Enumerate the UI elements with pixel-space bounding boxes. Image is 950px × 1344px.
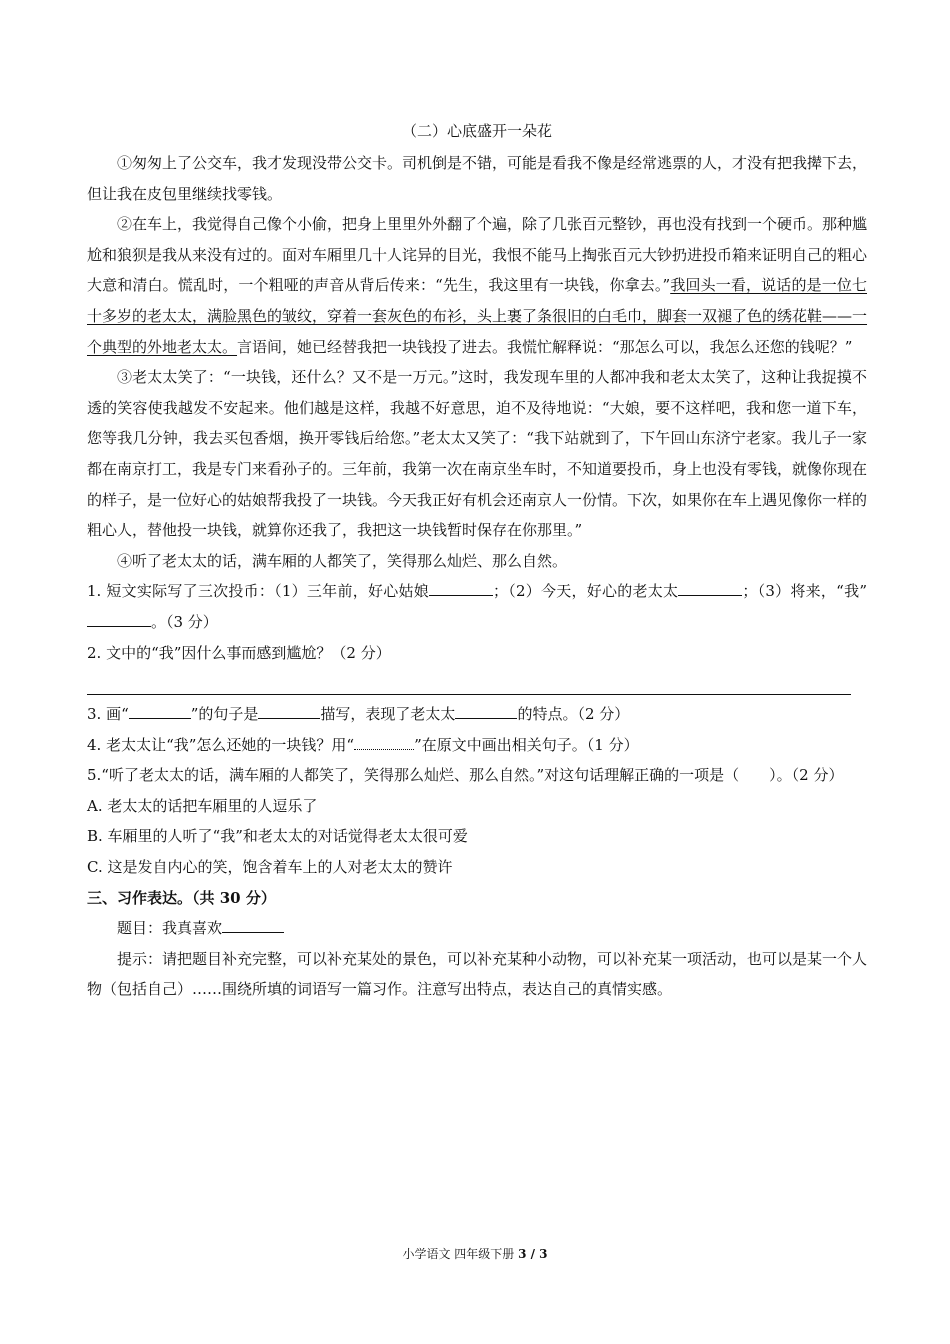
- q5-option-a[interactable]: A. 老太太的话把车厢里的人逗乐了: [87, 796, 318, 815]
- passage-paragraph-3: ③老太太笑了：“一块钱，还什么？又不是一万元。”这时，我发现车里的人都冲我和老太太笑了，这种让我捉摸不透的笑容使我越发不安起来。他们越是这样，我越不好意思，迫不及待地说：“大娘，要不这样吧，我和您一道下车，您等我几分钟，我去买包香烟，换开零钱后给您。”老太太又笑了：“我下站就到了，下午回山东济宁老家。我儿子一家都在南京打工，我是专门来看孙子的。三年前，我第一次在南京坐车时，不知道要投币，身上也没有零钱，就像你现在的样子，是一位好心的姑娘帮我投了一块钱。今天我正好有机会还南京人一份情。下次，如果你在车上遇见像你一样的粗心人，替他投一块钱，就算你还我了，我把这一块钱暂时保存在你那里。”: [87, 368, 868, 540]
- question-5: 5.“听了老太太的话，满车厢的人都笑了，笑得那么灿烂、那么自然。”对这句话理解正确的一项是（ ）。（2 分）: [87, 766, 844, 785]
- writing-hint: 提示：请把题目补充完整，可以补充某处的景色，可以补充某种小动物，可以补充某一项活动，也可以是某一个人物（包括自己）……围绕所填的词语写一篇习作。注意写出特点，表达自己的真情实感。: [87, 949, 868, 999]
- writing-topic-text: 题目：我真喜欢: [117, 919, 223, 938]
- question-4: [87, 730, 867, 761]
- passage-paragraph-1: ①匆匆上了公交车，我才发现没带公交卡。司机倒是不错，可能是看我不像是经常逃票的人，才没有把我撵下去，但让我在皮包里继续找零钱。: [87, 154, 868, 203]
- q1-text-d: 。（3 分）: [151, 612, 218, 631]
- q1-text-b: ；（2）今天，好心的老太太: [492, 582, 679, 601]
- paragraph-2-text: ②在车上，我觉得自己像个小偷，把身上里里外外翻了个遍，除了几张百元整钞，再也没有找到一个硬币。那种尴尬和狼狈是我从来没有过的。面对车厢里几十人诧异的目光，我恨不能马上掏张百元大钞扔进投币箱来证明自己的粗心大意和清白。慌乱时，一个粗哑的声音从背后传来：“先生，我这里有一块钱，你拿去。”: [87, 215, 868, 295]
- passage-paragraph-4: ④听了老太太的话，满车厢的人都笑了，笑得那么灿烂、那么自然。: [117, 551, 568, 570]
- q5-option-b[interactable]: B. 车厢里的人听了“我”和老太太的对话觉得老太太很可爱: [87, 827, 468, 846]
- section-title: （二）心底盛开一朵花: [401, 122, 552, 140]
- q1-blank-3[interactable]: [87, 612, 151, 627]
- q5-option-c[interactable]: C. 这是发自内心的笑，饱含着车上的人对老太太的赞许: [87, 858, 453, 877]
- passage-paragraph-2: [87, 209, 867, 362]
- q3-blank-3[interactable]: [455, 704, 517, 719]
- question-1: [87, 576, 867, 637]
- q1-text-a: 1. 短文实际写了三次投币：（1）三年前，好心姑娘: [87, 582, 429, 601]
- q4-text-a: 4. 老太太让“我”怎么还她的一块钱？用“: [87, 735, 355, 754]
- q1-blank-1[interactable]: [429, 581, 493, 596]
- q1-text-c: ；（3）将来，“我”: [742, 582, 867, 601]
- q3-text-b: ”的句子是: [190, 705, 259, 724]
- footer-text: 小学语文 四年级下册: [402, 1247, 519, 1261]
- paragraph-2-tail: 言语间，她已经替我把一块钱投了进去。我慌忙解释说：“那怎么可以，我怎么还您的钱呢？”: [237, 337, 853, 356]
- q2-answer-line[interactable]: [87, 668, 851, 695]
- writing-topic: [87, 913, 867, 944]
- page-number: 3 / 3: [518, 1247, 548, 1261]
- question-2: 2. 文中的“我”因什么事而感到尴尬？（2 分）: [87, 643, 391, 662]
- q3-text-a: 3. 画“: [87, 705, 129, 724]
- underlined-description: 我回头一看，说话的是一位七十多岁的老太太，满脸黑色的皱纹，穿着一套灰色的布衫，头上裹了条很旧的白毛巾，脚套一双褪了色的绣花鞋——一个典型的外地老太太。: [87, 276, 868, 356]
- writing-topic-blank[interactable]: [222, 918, 284, 933]
- page-footer: [0, 1245, 950, 1263]
- writing-heading: 三、习作表达。（共 30 分）: [87, 888, 276, 907]
- q3-text-d: 的特点。（2 分）: [517, 705, 630, 724]
- q1-blank-2[interactable]: [678, 581, 742, 596]
- q4-text-b: ”在原文中画出相关句子。（1 分）: [414, 735, 639, 754]
- q3-blank-2[interactable]: [258, 704, 320, 719]
- q3-blank-1: [129, 704, 191, 719]
- wavy-line-mark: [354, 735, 414, 750]
- question-3: [87, 699, 867, 730]
- q3-text-c: 描写，表现了老太太: [320, 705, 456, 724]
- worksheet-page: [87, 118, 867, 1005]
